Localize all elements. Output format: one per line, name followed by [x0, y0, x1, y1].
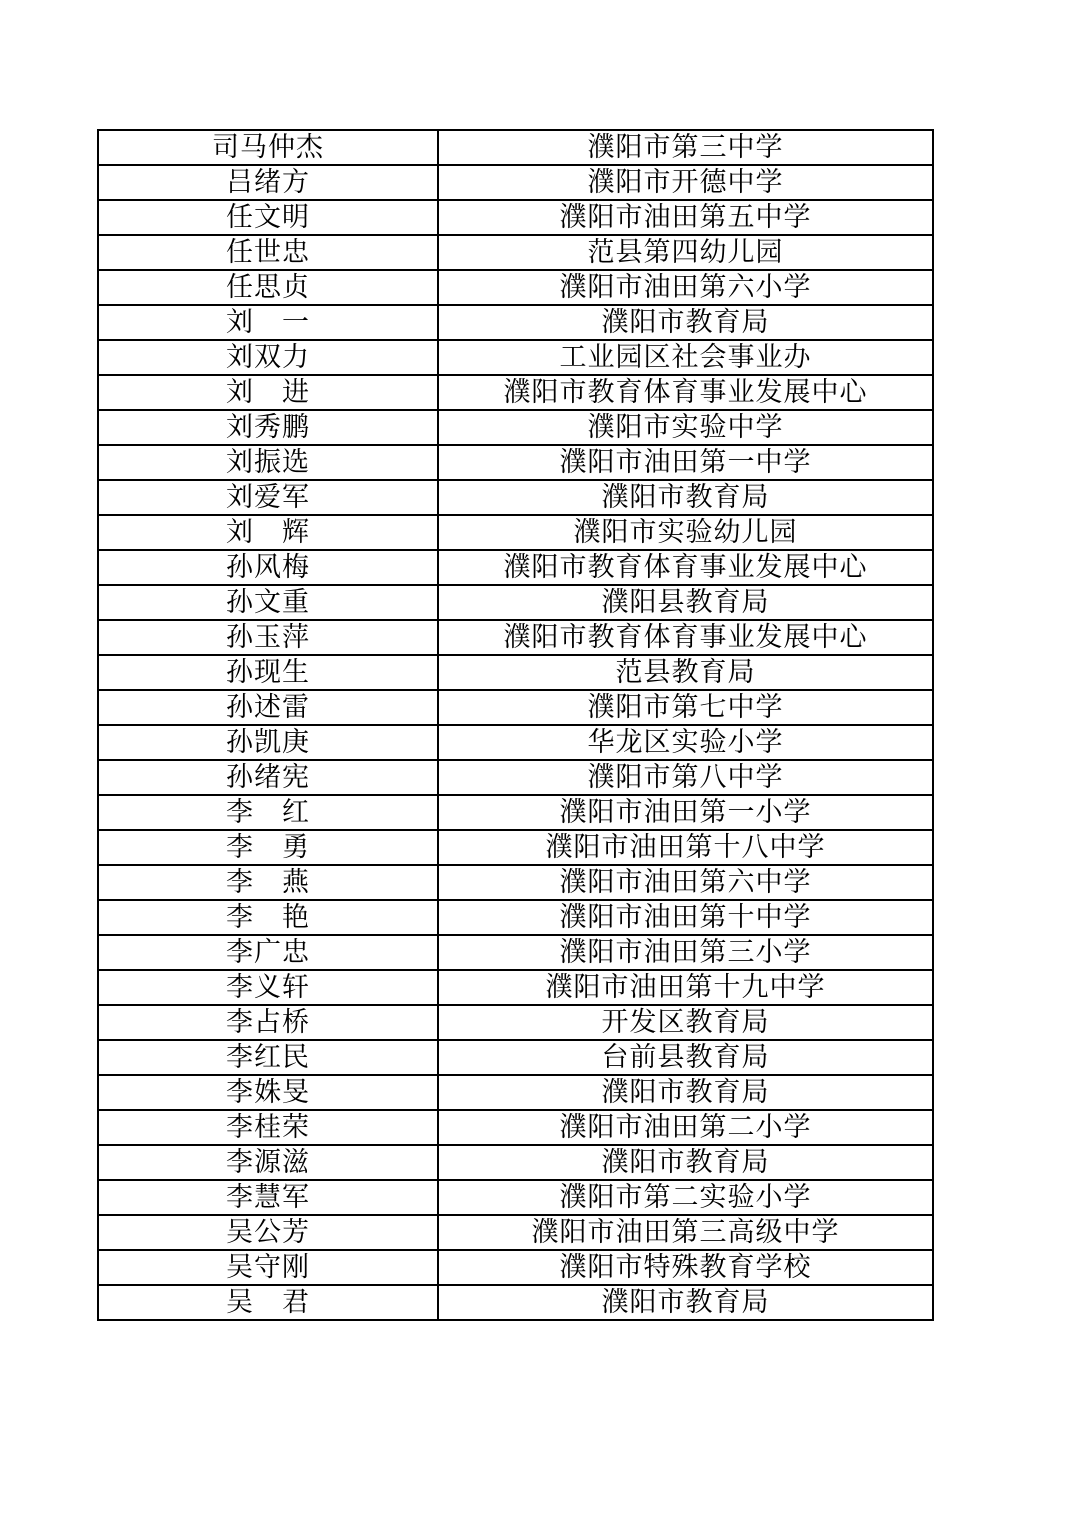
table-row: [98, 1040, 933, 1075]
work-unit-cell: 濮阳市第三中学: [438, 130, 933, 165]
person-name-cell: 任文明: [98, 200, 438, 235]
table-row: [98, 1285, 933, 1320]
work-unit-cell: 濮阳市教育局: [438, 1145, 933, 1180]
table-row: [98, 515, 933, 550]
work-unit-cell: 工业园区社会事业办: [438, 340, 933, 375]
person-name-cell: 吴公芳: [98, 1215, 438, 1250]
table-row: [98, 550, 933, 585]
person-name-cell: 李 红: [98, 795, 438, 830]
person-name-cell: 李源滋: [98, 1145, 438, 1180]
person-name-cell: 任思贞: [98, 270, 438, 305]
person-name-cell: 孙凯庚: [98, 725, 438, 760]
work-unit-cell: 濮阳市教育局: [438, 1285, 933, 1320]
person-name-cell: 刘 进: [98, 375, 438, 410]
work-unit-cell: 濮阳市实验中学: [438, 410, 933, 445]
work-unit-cell: 范县教育局: [438, 655, 933, 690]
person-name-cell: 李姝旻: [98, 1075, 438, 1110]
table-row: [98, 725, 933, 760]
table-row: [98, 130, 933, 165]
person-name-cell: 李义轩: [98, 970, 438, 1005]
table-row: [98, 1075, 933, 1110]
roster-table: [97, 129, 934, 1321]
person-name-cell: 刘振选: [98, 445, 438, 480]
table-row: [98, 690, 933, 725]
work-unit-cell: 濮阳市油田第三高级中学: [438, 1215, 933, 1250]
work-unit-cell: 濮阳市油田第十八中学: [438, 830, 933, 865]
table-row: [98, 165, 933, 200]
table-row: [98, 620, 933, 655]
work-unit-cell: 濮阳市教育体育事业发展中心: [438, 620, 933, 655]
table-row: [98, 410, 933, 445]
person-name-cell: 李占桥: [98, 1005, 438, 1040]
work-unit-cell: 濮阳市开德中学: [438, 165, 933, 200]
person-name-cell: 孙述雷: [98, 690, 438, 725]
person-name-cell: 司马仲杰: [98, 130, 438, 165]
person-name-cell: 吕绪方: [98, 165, 438, 200]
table-row: [98, 795, 933, 830]
work-unit-cell: 台前县教育局: [438, 1040, 933, 1075]
work-unit-cell: 濮阳市油田第六小学: [438, 270, 933, 305]
person-name-cell: 李 燕: [98, 865, 438, 900]
person-name-cell: 刘爱军: [98, 480, 438, 515]
work-unit-cell: 华龙区实验小学: [438, 725, 933, 760]
work-unit-cell: 濮阳市教育局: [438, 480, 933, 515]
table-row: [98, 200, 933, 235]
work-unit-cell: 濮阳市第八中学: [438, 760, 933, 795]
table-row: [98, 830, 933, 865]
table-row: [98, 935, 933, 970]
table-row: [98, 235, 933, 270]
table-row: [98, 445, 933, 480]
table-row: [98, 270, 933, 305]
work-unit-cell: 濮阳市油田第三小学: [438, 935, 933, 970]
table-row: [98, 375, 933, 410]
work-unit-cell: 濮阳市油田第二小学: [438, 1110, 933, 1145]
table-row: [98, 1215, 933, 1250]
table-row: [98, 1145, 933, 1180]
table-row: [98, 1250, 933, 1285]
table-row: [98, 655, 933, 690]
person-name-cell: 李红民: [98, 1040, 438, 1075]
work-unit-cell: 濮阳市油田第一小学: [438, 795, 933, 830]
work-unit-cell: 濮阳市教育体育事业发展中心: [438, 375, 933, 410]
table-row: [98, 1110, 933, 1145]
table-row: [98, 760, 933, 795]
table-row: [98, 1180, 933, 1215]
person-name-cell: 任世忠: [98, 235, 438, 270]
person-name-cell: 李 勇: [98, 830, 438, 865]
person-name-cell: 李慧军: [98, 1180, 438, 1215]
table-row: [98, 970, 933, 1005]
person-name-cell: 刘 辉: [98, 515, 438, 550]
table-row: [98, 305, 933, 340]
work-unit-cell: 濮阳市特殊教育学校: [438, 1250, 933, 1285]
roster-table-body: [98, 130, 933, 1320]
work-unit-cell: 濮阳市教育局: [438, 305, 933, 340]
person-name-cell: 李桂荣: [98, 1110, 438, 1145]
table-row: [98, 900, 933, 935]
work-unit-cell: 濮阳县教育局: [438, 585, 933, 620]
work-unit-cell: 濮阳市第二实验小学: [438, 1180, 933, 1215]
person-name-cell: 孙玉萍: [98, 620, 438, 655]
person-name-cell: 刘秀鹏: [98, 410, 438, 445]
person-name-cell: 孙绪宪: [98, 760, 438, 795]
table-row: [98, 1005, 933, 1040]
person-name-cell: 孙风梅: [98, 550, 438, 585]
work-unit-cell: 濮阳市油田第六中学: [438, 865, 933, 900]
work-unit-cell: 濮阳市油田第五中学: [438, 200, 933, 235]
person-name-cell: 吴守刚: [98, 1250, 438, 1285]
work-unit-cell: 范县第四幼儿园: [438, 235, 933, 270]
work-unit-cell: 开发区教育局: [438, 1005, 933, 1040]
person-name-cell: 吴 君: [98, 1285, 438, 1320]
person-name-cell: 李 艳: [98, 900, 438, 935]
work-unit-cell: 濮阳市教育局: [438, 1075, 933, 1110]
person-name-cell: 刘 一: [98, 305, 438, 340]
work-unit-cell: 濮阳市实验幼儿园: [438, 515, 933, 550]
work-unit-cell: 濮阳市油田第一中学: [438, 445, 933, 480]
table-row: [98, 480, 933, 515]
table-row: [98, 865, 933, 900]
person-name-cell: 刘双力: [98, 340, 438, 375]
person-name-cell: 孙文重: [98, 585, 438, 620]
person-name-cell: 孙现生: [98, 655, 438, 690]
table-row: [98, 585, 933, 620]
person-name-cell: 李广忠: [98, 935, 438, 970]
work-unit-cell: 濮阳市油田第十中学: [438, 900, 933, 935]
work-unit-cell: 濮阳市教育体育事业发展中心: [438, 550, 933, 585]
work-unit-cell: 濮阳市油田第十九中学: [438, 970, 933, 1005]
work-unit-cell: 濮阳市第七中学: [438, 690, 933, 725]
table-row: [98, 340, 933, 375]
